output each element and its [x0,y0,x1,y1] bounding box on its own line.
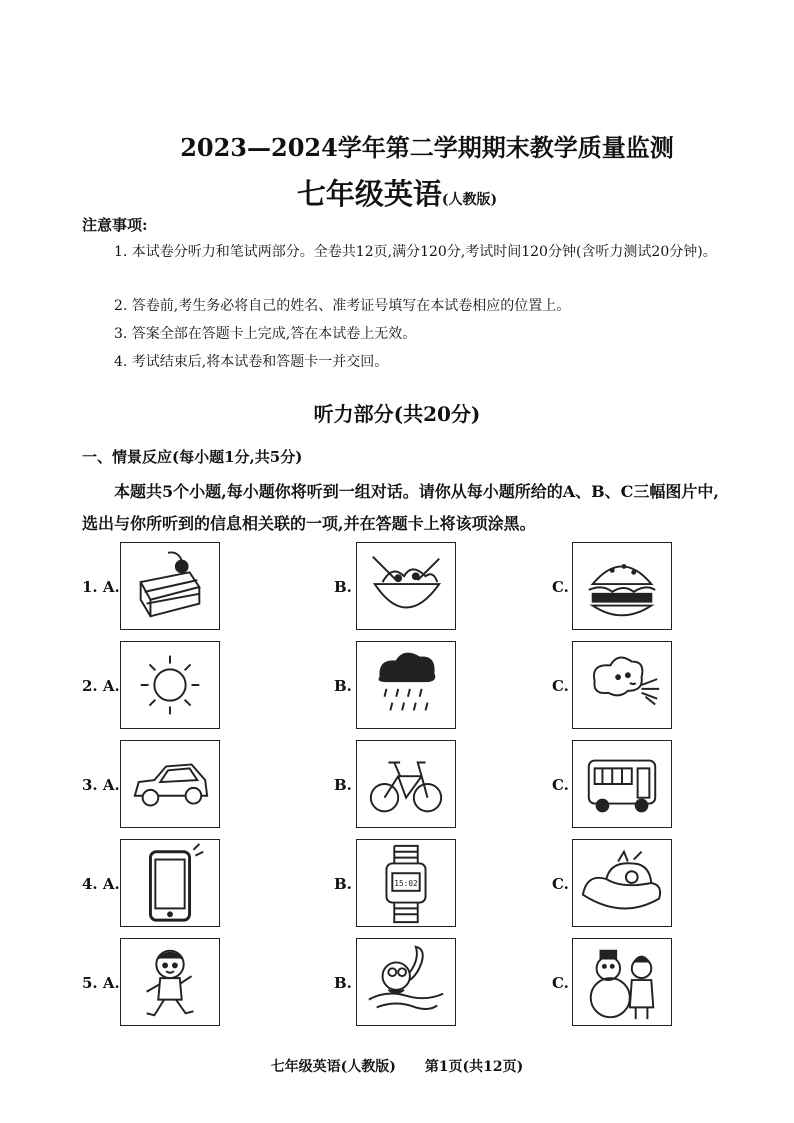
option-label-c: C. [552,875,569,893]
hamburger-icon [572,542,672,630]
bicycle-icon [356,740,456,828]
question-row-3 [0,740,794,830]
notice-item-2: 2. 答卷前,考生务必将自己的姓名、准考证号填写在本试卷相应的位置上。 [114,298,571,314]
option-label-a: 5. A. [82,974,120,992]
cake-icon [120,542,220,630]
notice-item-4: 4. 考试结束后,将本试卷和答题卡一并交回。 [114,354,389,370]
edition-label: (人教版) [441,192,498,208]
subject-name: 七年级英语 [296,177,442,211]
salad-icon [356,542,456,630]
option-label-a: 4. A. [82,875,120,893]
question-row-2 [0,641,794,731]
hat-icon [572,839,672,927]
car-icon [120,740,220,828]
option-label-c: C. [552,677,569,695]
option-label-b: B. [334,974,352,992]
running-boy-icon [120,938,220,1026]
footer-subject: 七年级英语(人教版) [270,1059,396,1075]
question-row-5 [0,938,794,1028]
swimming-icon [356,938,456,1026]
option-label-b: B. [334,578,352,596]
mobile-phone-icon [120,839,220,927]
option-label-c: C. [552,776,569,794]
snowman-icon [572,938,672,1026]
option-label-a: 1. A. [82,578,120,596]
subject-title [0,172,794,213]
svg-text:15:02: 15:02 [394,878,418,888]
question-row-1 [0,542,794,632]
question-heading: 一、情景反应(每小题1分,共5分) [82,448,303,466]
watch-icon [356,839,456,927]
option-label-b: B. [334,677,352,695]
wind-icon [572,641,672,729]
option-label-c: C. [552,578,569,596]
footer-page-number: 第1页(共12页) [424,1059,524,1075]
rain-cloud-icon [356,641,456,729]
page-footer [0,1056,794,1076]
question-row-4 [0,839,794,929]
section-title: 听力部分(共20分) [313,402,481,426]
option-label-b: B. [334,875,352,893]
option-label-a: 2. A. [82,677,120,695]
question-instruction: 本题共5个小题,每小题你将听到一组对话。请你从每小题所给的A、B、C三幅图片中,选出与你所听到的信息相关联的一项,并在答题卡上将该项涂黑。 [82,482,719,533]
notice-heading: 注意事项: [82,216,148,234]
bus-icon [572,740,672,828]
option-label-c: C. [552,974,569,992]
option-label-a: 3. A. [82,776,120,794]
notice-item-1: 1. 本试卷分听力和笔试两部分。全卷共12页,满分120分,考试时间120分钟(含听力测试20分钟)。 [114,244,717,260]
sun-icon [120,641,220,729]
option-label-b: B. [334,776,352,794]
notice-item-3: 3. 答案全部在答题卡上完成,答在本试卷上无效。 [114,326,417,342]
exam-title: 2023—2024学年第二学期期末教学质量监测 [180,133,674,162]
